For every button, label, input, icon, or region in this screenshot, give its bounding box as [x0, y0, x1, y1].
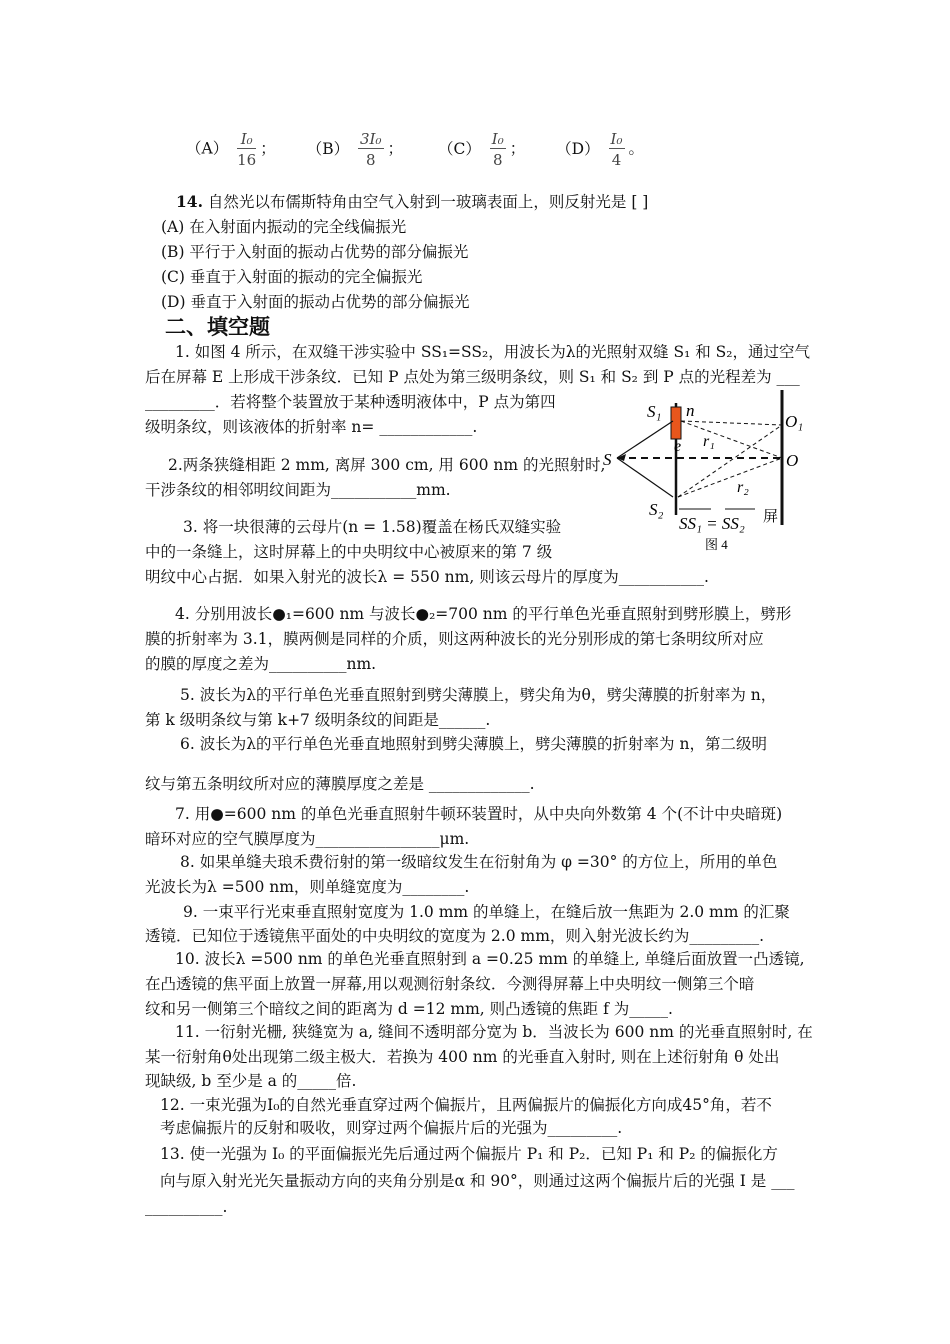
q4-line-2: 膜的折射率为 3.1，膜两侧是同样的介质，则这两种波长的光分别形成的第七条明纹所对应: [145, 630, 764, 648]
option-d-denominator: 4: [611, 151, 622, 169]
label-ss-equal: SS₁ = SS₂: [679, 514, 745, 533]
option-c-sep: ；: [509, 139, 526, 158]
q14-option-d: (D) 垂直于入射面的振动占优势的部分偏振光: [161, 293, 470, 311]
q14-number: 14.: [176, 192, 203, 211]
q1-line-2: 后在屏幕 E 上形成干涉条纹．已知 P 点处为第三级明条纹，则 S₁ 和 S₂ 到 P 点的光程差为 ___: [145, 368, 800, 386]
option-b-numerator: 3I₀: [360, 130, 382, 148]
section-title: 二、填空题: [165, 315, 270, 339]
q3-line-1: 3. 将一块很薄的云母片(n = 1.58)覆盖在杨氏双缝实验: [183, 518, 562, 536]
ray-r1: [681, 421, 782, 458]
mica-plate: [671, 407, 681, 439]
ray-s-s2: [617, 458, 673, 497]
q1-line-1: 1. 如图 4 所示，在双缝干涉实验中 SS₁=SS₂，用波长为λ的光照射双缝 S₁ 和 S₂，通过空气: [175, 343, 810, 361]
q14-option-b: (B) 平行于入射面的振动占优势的部分偏振光: [161, 243, 469, 261]
option-d-numerator: I₀: [610, 130, 623, 148]
option-b-denominator: 8: [365, 151, 376, 169]
q2-line-2: 干涉条纹的相邻明纹间距为___________mm.: [145, 481, 451, 499]
label-o: O: [786, 451, 799, 470]
q11-line-3: 现缺级, b 至少是 a 的_____倍.: [145, 1072, 357, 1090]
q8-line-1: 8. 如果单缝夫琅禾费衍射的第一级暗纹发生在衍射角为 φ =30° 的方位上，所用的单色: [180, 853, 778, 871]
q12-line-2: 考虑偏振片的反射和吸收，则穿过两个偏振片后的光强为_________.: [160, 1119, 623, 1137]
figure-4-diagram: [595, 385, 825, 555]
q13-line-2: 向与原入射光光矢量振动方向的夹角分别是α 和 90°，则通过这两个偏振片后的光强 I 是 ___: [160, 1172, 795, 1190]
q7-line-2: 暗环对应的空气膜厚度为________________μm.: [145, 830, 470, 848]
ray-s-s1: [617, 421, 673, 458]
q10-line-3: 纹和另一侧第三个暗纹之间的距离为 d =12 mm, 则凸透镜的焦距 f 为_____.: [145, 1000, 673, 1018]
option-c-fraction: [490, 130, 506, 169]
q9-line-1: 9. 一束平行光束垂直照射宽度为 1.0 mm 的单缝上，在缝后放一焦距为 2.0 mm 的汇聚: [183, 903, 790, 921]
q13-options-row: [186, 130, 644, 169]
q9-line-2: 透镜．已知位于透镜焦平面处的中央明纹的宽度为 2.0 mm，则入射光波长约为_________.: [145, 927, 765, 945]
q14-stem-text: 自然光以布儒斯特角由空气入射到一玻璃表面上，则反射光是 [ ]: [202, 193, 649, 211]
label-s2: S₂: [649, 500, 664, 519]
q12-line-1: 12. 一束光强为I₀的自然光垂直穿过两个偏振片，且两偏振片的偏振化方向成45°角，若不: [160, 1096, 772, 1114]
q14-option-a: (A) 在入射面内振动的完全线偏振光: [161, 218, 407, 236]
q1-line-3: _________．若将整个装置放于某种透明液体中，P 点为第四: [145, 393, 556, 411]
label-r1: r₁: [703, 433, 715, 450]
figure-caption: 图 4: [705, 537, 728, 552]
option-c-numerator: I₀: [491, 130, 504, 148]
q5-line-1: 5. 波长为λ的平行单色光垂直照射到劈尖薄膜上，劈尖角为θ，劈尖薄膜的折射率为 n，: [180, 686, 777, 704]
q5-line-2: 第 k 级明条纹与第 k+7 级明条纹的间距是______.: [145, 711, 491, 729]
option-d-label: （D）: [556, 139, 600, 158]
ray-r2: [678, 458, 782, 497]
option-c-label: （C）: [437, 139, 481, 158]
q3-line-3: 明纹中心占据．如果入射光的波长λ = 550 nm, 则该云母片的厚度为___________.: [145, 568, 709, 586]
label-e: e: [674, 438, 682, 455]
option-a-fraction: [237, 130, 256, 169]
q7-line-1: 7. 用●=600 nm 的单色光垂直照射牛顿环装置时，从中央向外数第 4 个(不计中央暗斑): [175, 805, 783, 823]
option-a-sep: ；: [260, 139, 276, 158]
label-s: S: [603, 450, 612, 469]
label-n: n: [686, 401, 695, 420]
option-a-label: （A）: [186, 139, 229, 158]
q1-line-4: 级明条纹，则该液体的折射率 n= ____________.: [145, 418, 478, 436]
option-b-sep: ；: [387, 139, 404, 158]
label-r2: r₂: [737, 479, 749, 496]
label-screen: 屏: [763, 509, 779, 525]
q13-line-3: __________.: [145, 1198, 228, 1216]
q6-line-1: 6. 波长为λ的平行单色光垂直地照射到劈尖薄膜上，劈尖薄膜的折射率为 n，第二级明: [180, 735, 767, 753]
label-o1: O₁: [785, 412, 804, 431]
option-a-denominator: 16: [237, 151, 257, 169]
q11-line-1: 11. 一衍射光栅, 狭缝宽为 a, 缝间不透明部分宽为 b．当波长为 600 nm 的光垂直照射时, 在: [175, 1023, 813, 1041]
option-c-denominator: 8: [492, 151, 503, 169]
q2-line-1: 2.两条狭缝相距 2 mm, 离屏 300 cm, 用 600 nm 的光照射时,: [168, 456, 606, 474]
label-s1: S₁: [647, 402, 662, 421]
q13-line-1: 13. 使一光强为 I₀ 的平面偏振光先后通过两个偏振片 P₁ 和 P₂．已知 P₁ 和 P₂ 的偏振化方: [160, 1145, 778, 1163]
option-d-end: 。: [628, 139, 645, 158]
ray-s1-o1: [681, 421, 782, 425]
q11-line-2: 某一衍射角θ处出现第二级主极大．若换为 400 nm 的光垂直入射时, 则在上述衍射角 θ 处出: [145, 1048, 780, 1066]
q6-line-2: 纹与第五条明纹所对应的薄膜厚度之差是 _____________.: [145, 775, 535, 793]
q4-line-1: 4. 分别用波长●₁=600 nm 与波长●₂=700 nm 的平行单色光垂直照射到劈形膜上，劈形: [175, 605, 792, 623]
q14-option-c: (C) 垂直于入射面的振动的完全偏振光: [161, 268, 423, 286]
q4-line-3: 的膜的厚度之差为__________nm.: [145, 655, 377, 673]
option-a-numerator: I₀: [237, 130, 256, 149]
ray-s2-o1: [678, 425, 782, 497]
q10-line-1: 10. 波长λ =500 nm 的单色光垂直照射到 a =0.25 mm 的单缝上, 单缝后面放置一凸透镜,: [175, 950, 805, 968]
q10-line-2: 在凸透镜的焦平面上放置一屏幕,用以观测衍射条纹．今测得屏幕上中央明纹一侧第三个暗: [145, 975, 755, 993]
option-d-fraction: [609, 130, 625, 169]
q3-line-2: 中的一条缝上，这时屏幕上的中央明纹中心被原来的第 7 级: [145, 543, 553, 561]
q8-line-2: 光波长为λ =500 nm，则单缝宽度为________.: [145, 878, 470, 896]
option-b-label: （B）: [306, 139, 350, 158]
option-b-fraction: [358, 130, 383, 169]
q14-stem: [176, 193, 648, 212]
